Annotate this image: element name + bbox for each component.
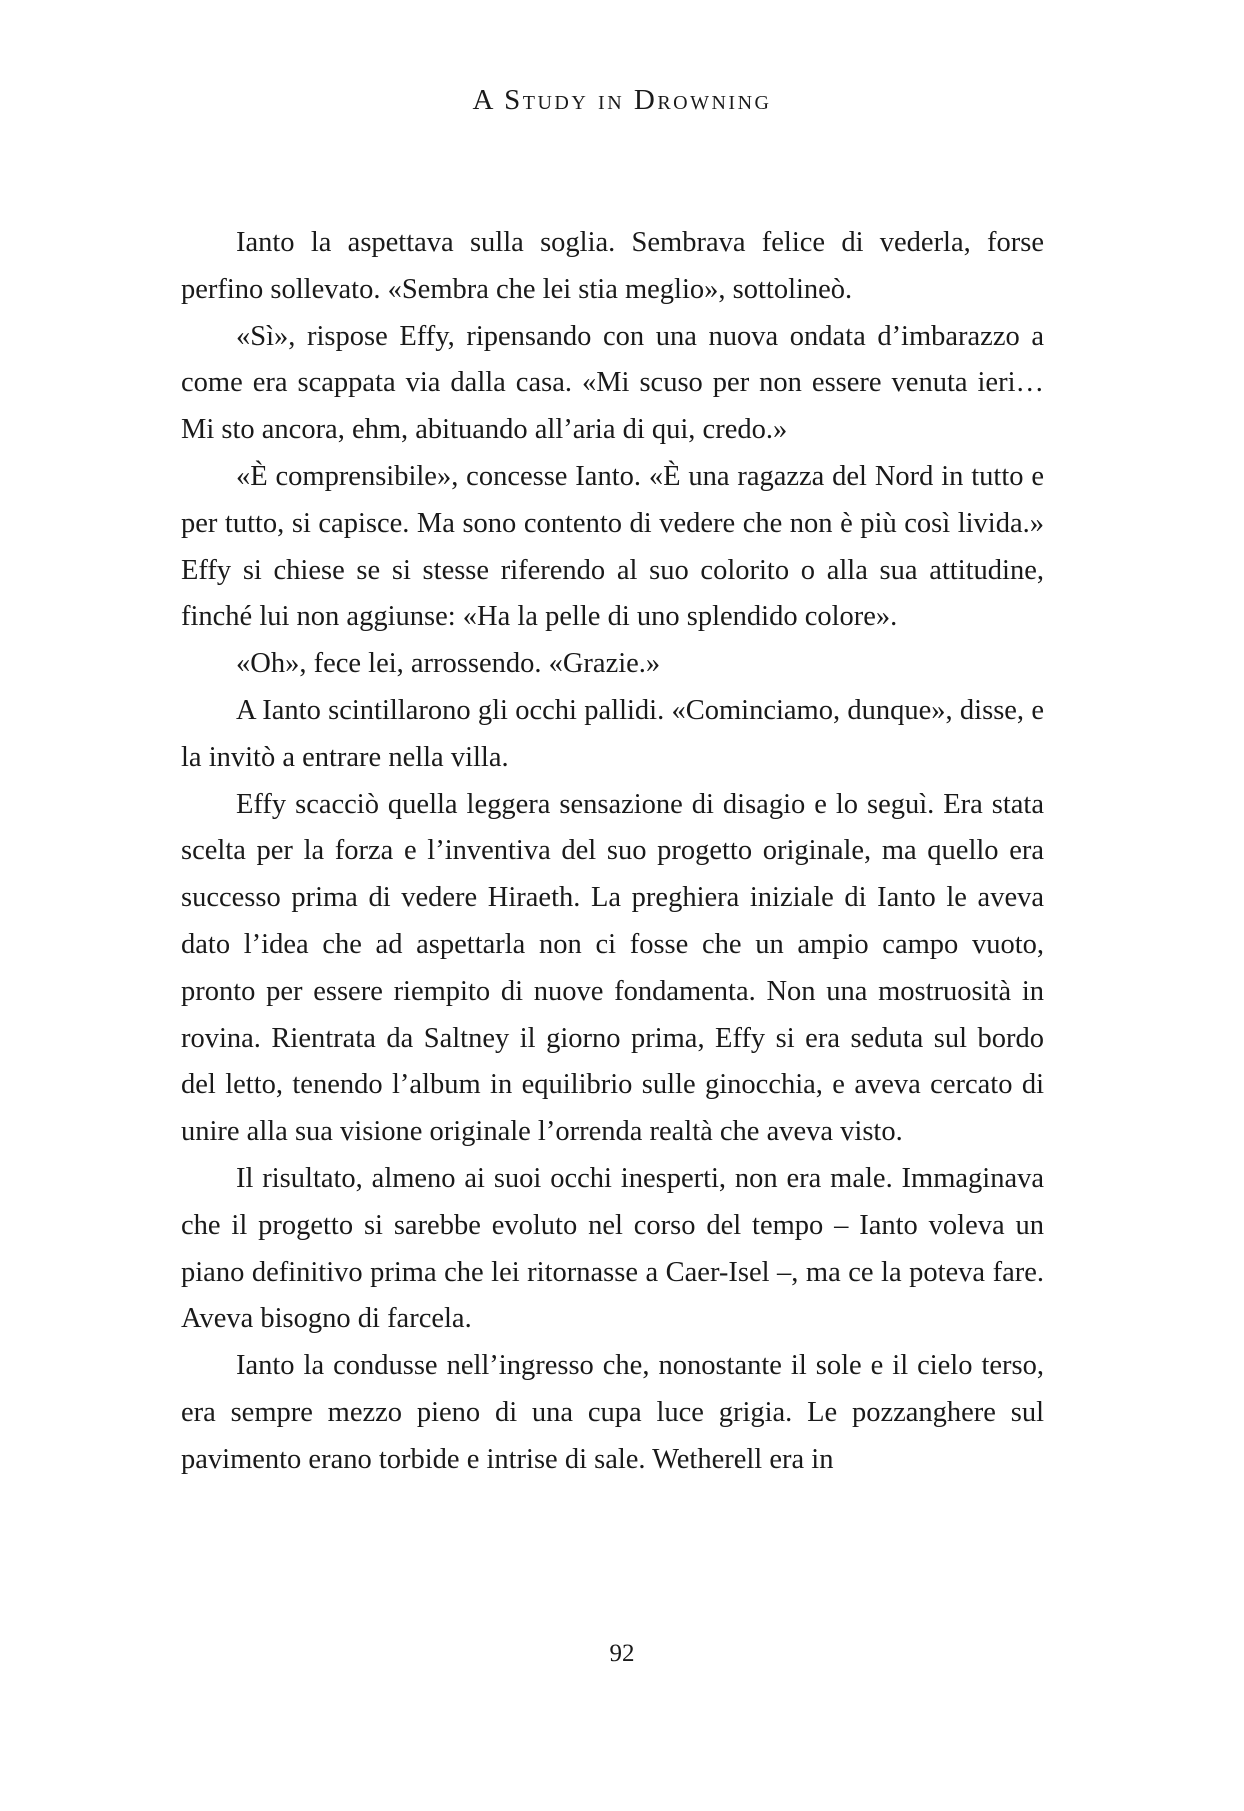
paragraph: Ianto la condusse nell’ingresso che, nonostante il sole e il cielo terso, era sempre mezzo pieno di una cupa luce grigia. Le pozzanghere sul pavimento erano torbide e intrise di sale. Wetherell era in xyxy=(181,1350,1044,1475)
paragraph: «Sì», rispose Effy, ripensando con una nuova ondata d’imbarazzo a come era scappata via dalla casa. «Mi scuso per non essere venuta ieri… Mi sto ancora, ehm, abituando all’aria di qui, credo.» xyxy=(181,320,1044,446)
paragraph: Effy scacciò quella leggera sensazione di disagio e lo seguì. Era stata scelta per la forza e l’inventiva del suo progetto originale, ma quello era successo prima di vedere Hiraeth. La preghiera iniziale di Ianto le aveva dato l’idea che ad aspettarla non ci fosse che un ampio campo vuoto, pronto per essere riempito di nuove fondamenta. Non una mostruosità in rovina. Rientrata da Saltney il giorno prima, Effy si era seduta sul bordo del letto, tenendo l’album in equilibrio sulle ginocchia, e aveva cercato di unire alla sua visione originale l’orrenda realtà che aveva visto. xyxy=(181,788,1044,1148)
paragraph: A Ianto scintillarono gli occhi pallidi. «Cominciamo, dunque», disse, e la invitò a entrare nella villa. xyxy=(181,694,1044,773)
paragraph: «È comprensibile», concesse Ianto. «È una ragazza del Nord in tutto e per tutto, si capisce. Ma sono contento di vedere che non è più così livida.» Effy si chiese se si stesse riferendo al suo colorito o alla sua attitudine, finché lui non aggiunse: «Ha la pelle di uno splendido colore». xyxy=(181,460,1044,633)
paragraph: Ianto la aspettava sulla soglia. Sembrava felice di vederla, forse perfino sollevato. «Sembra che lei stia meglio», sottolineò. xyxy=(181,227,1044,305)
body-text xyxy=(181,220,1044,1484)
page-number: 92 xyxy=(609,1640,635,1667)
paragraph: Il risultato, almeno ai suoi occhi inesperti, non era male. Immaginava che il progetto si sarebbe evoluto nel corso del tempo – Ianto voleva un piano definitivo prima che lei ritornasse a Caer-Isel –, ma ce la poteva fare. Aveva bisogno di farcela. xyxy=(181,1162,1044,1335)
running-head: A Study in Drowning xyxy=(472,84,772,116)
paragraph: «Oh», fece lei, arrossendo. «Grazie.» xyxy=(236,648,661,680)
